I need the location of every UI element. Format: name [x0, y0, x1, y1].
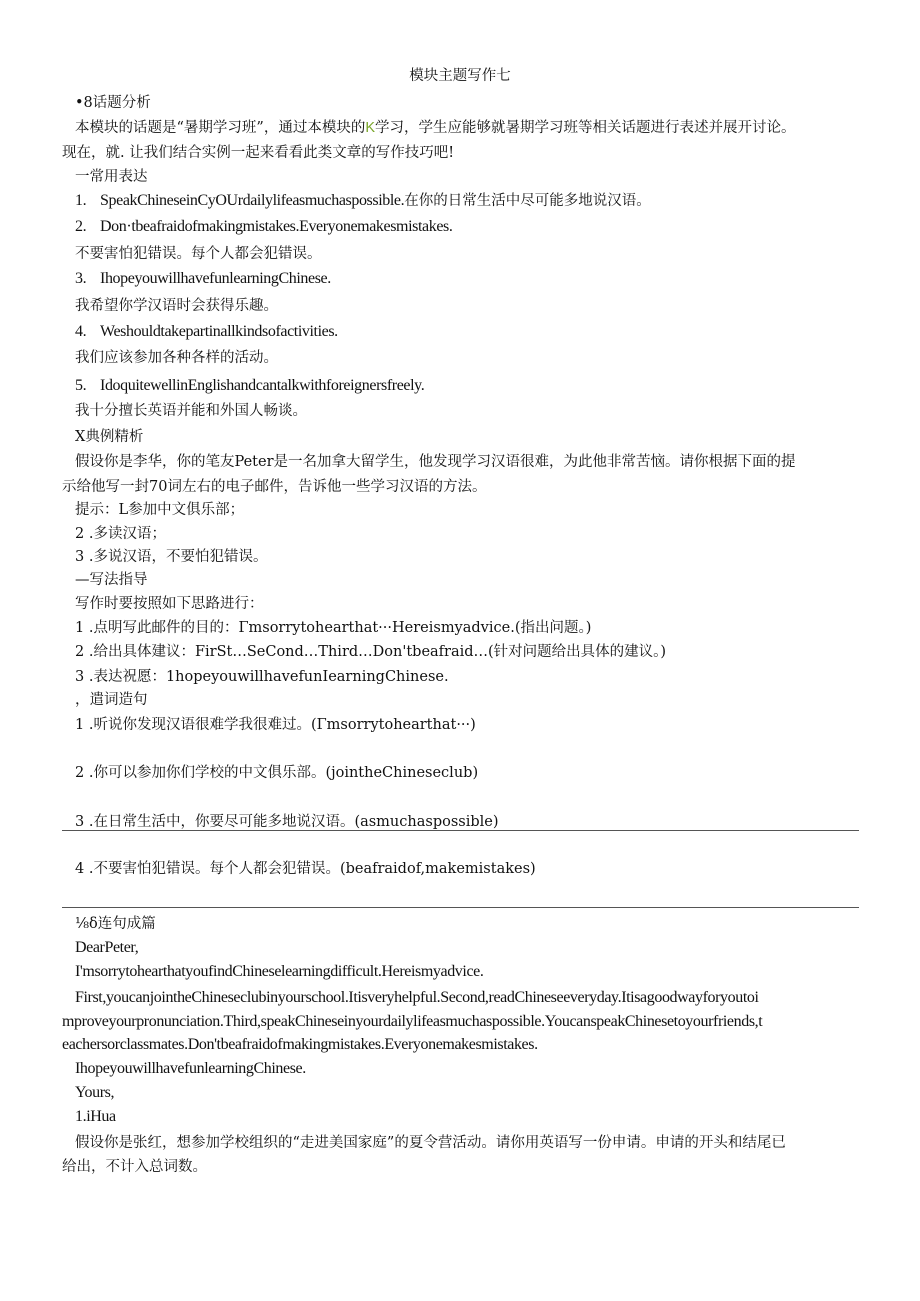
task-line-2: 给出，不计入总词数。 [62, 1159, 207, 1175]
expression-english: Don·tbeafraidofmakingmistakes.Everyonemakesmistakes. [100, 218, 453, 235]
expression-english: SpeakChineseinCyOUrdailylifeasmuchaspossible. [100, 192, 405, 209]
section-heading-example: X典例精析 [75, 429, 144, 445]
expression-number: 4. [75, 323, 87, 340]
example-line-1: 假设你是李华，你的笔友Peter是一名加拿大留学生，他发现学习汉语很难，为此他非常苦恼。请你根据下面的提 [75, 454, 796, 470]
vocab-item-4: 4 .不要害怕犯错误。每个人都会犯错误。(beafraidof,makemistakes) [75, 861, 536, 877]
intro-line-1 [75, 118, 796, 138]
section-heading-expressions: 一常用表达 [75, 169, 148, 185]
letter-greeting: DearPeter, [75, 939, 139, 956]
letter-paragraph-3: IhopeyouwillhavefunlearningChinese. [75, 1060, 306, 1077]
expression-5 [75, 376, 424, 396]
expression-number: 3. [75, 270, 87, 287]
hint-2: 2 .多读汉语； [75, 526, 166, 542]
task-line-1: 假设你是张红，想参加学校组织的“走进美国家庭”的夏令营活动。请你用英语写一份申请。申请的开头和结尾已 [75, 1135, 786, 1151]
expression-english: IhopeyouwillhavefunlearningChinese. [100, 270, 331, 287]
letter-paragraph-2-line-3: eachersorclassmates.Don'tbeafraidofmakingmistakes.Everyonemakesmistakes. [62, 1036, 538, 1053]
expression-number: 1. [75, 192, 87, 209]
letter-paragraph-1: I'msorrytohearthatyoufindChineselearningdifficult.Hereismyadvice. [75, 963, 484, 980]
expression-3-chinese: 我希望你学汉语时会获得乐趣。 [75, 298, 278, 314]
hint-1: 提示：L参加中文俱乐部； [75, 502, 245, 518]
expression-2-chinese: 不要害怕犯错误。每个人都会犯错误。 [75, 246, 322, 262]
letter-closing: Yours, [75, 1084, 115, 1101]
guide-step-1: 1 .点明写此邮件的目的：Γmsorrytohearthat···Hereismyadvice.(指出问题。) [75, 620, 592, 636]
expression-number: 5. [75, 377, 87, 394]
expression-1 [75, 191, 651, 211]
intro-text-b: 学习，学生应能够就暑期学习班等相关话题进行表述并展开讨论。 [375, 120, 796, 136]
guide-step-3: 3 .表达祝愿：1hopeyouwillhavefunIearningChinese. [75, 669, 449, 685]
expression-chinese: 在你的日常生活中尽可能多地说汉语。 [404, 193, 651, 209]
section-heading-topic: •8话题分析 [75, 95, 151, 111]
expression-number: 2. [75, 218, 87, 235]
letter-paragraph-2-line-1: First,youcanjointheChineseclubinyourschool.Itisveryhelpful.Second,readChineseeveryday.Itisagoodwayforyoutoi [75, 989, 759, 1006]
expression-4-chinese: 我们应该参加各种各样的活动。 [75, 350, 278, 366]
expression-2 [75, 217, 452, 237]
answer-line [62, 907, 859, 908]
vocab-item-1: 1 .听说你发现汉语很难学我很难过。(Γmsorrytohearthat···) [75, 717, 476, 733]
section-heading-guide: —写法指导 [75, 572, 148, 588]
answer-line [62, 830, 859, 831]
section-heading-compose: ⅛δ连句成篇 [75, 916, 156, 932]
expression-5-chinese: 我十分擅长英语并能和外国人畅谈。 [75, 403, 307, 419]
section-heading-vocab: ，遣词造句 [75, 692, 148, 708]
vocab-item-2: 2 .你可以参加你们学校的中文俱乐部。(jointheChineseclub) [75, 765, 479, 781]
intro-marker: K [365, 120, 375, 136]
page-title: 模块主题写作七 [409, 68, 511, 84]
letter-signature: 1.iHua [75, 1108, 116, 1125]
example-line-2: 示给他写一封70词左右的电子邮件，告诉他一些学习汉语的方法。 [62, 479, 487, 495]
vocab-item-3: 3 .在日常生活中，你要尽可能多地说汉语。(asmuchaspossible) [75, 814, 499, 830]
expression-english: Weshouldtakepartinallkindsofactivities. [100, 323, 338, 340]
guide-step-2: 2 .给出具体建议：FirSt…SeCond…Third…Don'tbeafraid…(针对问题给出具体的建议。) [75, 644, 667, 660]
intro-line-2: 现在，就. 让我们结合实例一起来看看此类文章的写作技巧吧! [62, 145, 455, 161]
intro-text-a: 本模块的话题是“暑期学习班”，通过本模块的 [75, 120, 366, 136]
letter-paragraph-2-line-2: mproveyourpronunciation.Third,speakChineseinyourdailylifeasmuchaspossible.YoucanspeakChinesetoyourfriends,t [62, 1013, 763, 1030]
expression-english: IdoquitewellinEnglishandcantalkwithforeignersfreely. [100, 377, 425, 394]
hint-3: 3 .多说汉语，不要怕犯错误。 [75, 549, 268, 565]
expression-3 [75, 269, 331, 289]
guide-intro: 写作时要按照如下思路进行： [75, 596, 264, 612]
expression-4 [75, 322, 338, 342]
